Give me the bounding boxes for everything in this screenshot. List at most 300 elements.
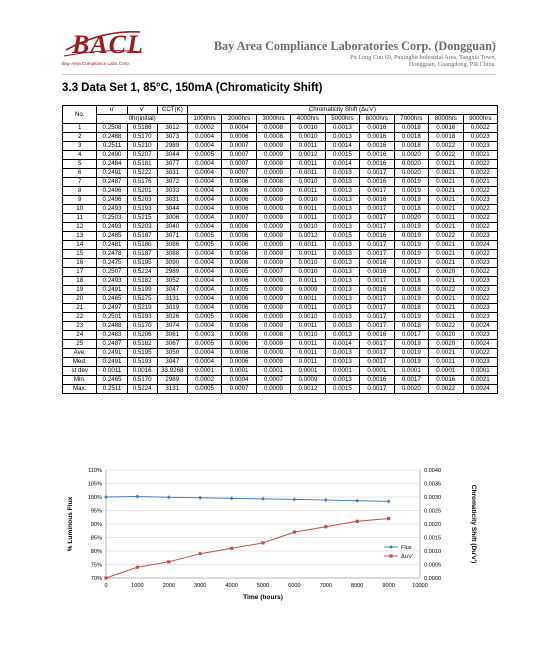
table-cell: 0.0008: [256, 133, 290, 142]
table-cell: 0.0001: [360, 367, 394, 376]
table-row: [63, 214, 498, 223]
table-cell: 0.2493: [97, 205, 127, 214]
table-cell: 3047: [157, 358, 187, 367]
table-cell: 0.0004: [187, 304, 221, 313]
table-row: [63, 268, 498, 277]
y-tick-label: 85%: [90, 535, 102, 542]
table-cell: 0.0013: [325, 331, 359, 340]
table-cell: 0.0017: [360, 313, 394, 322]
table-cell: 0.0022: [463, 205, 498, 214]
table-cell: 0.2488: [97, 322, 127, 331]
header-hour: 9000hrs: [463, 115, 498, 124]
table-cell: 0.0021: [429, 178, 463, 187]
table-cell: 0.0016: [360, 268, 394, 277]
table-cell: 0.0006: [222, 277, 256, 286]
table-cell: 0.0019: [394, 340, 428, 349]
bacl-logo: [62, 24, 144, 70]
table-cell: 0.0003: [187, 331, 221, 340]
table-cell: 0.5170: [127, 376, 157, 385]
table-cell: 0.0006: [222, 178, 256, 187]
row-label: Ave.: [63, 349, 97, 358]
table-cell: 0.0021: [429, 304, 463, 313]
table-cell: 0.5201: [127, 187, 157, 196]
table-cell: 0.0008: [256, 178, 290, 187]
table-cell: 0.0014: [325, 340, 359, 349]
table-cell: 0.0011: [97, 367, 127, 376]
table-cell: 0.0018: [394, 133, 428, 142]
table-cell: 0.2487: [97, 340, 127, 349]
table-cell: 0.0021: [429, 160, 463, 169]
table-cell: 0.0004: [187, 142, 221, 151]
header-hour: 8000hrs: [429, 115, 463, 124]
table-cell: 0.0001: [256, 367, 290, 376]
table-cell: 3131: [157, 295, 187, 304]
table-cell: 0.2485: [97, 232, 127, 241]
table-cell: 0.2491: [97, 358, 127, 367]
table-cell: 0.0010: [291, 259, 325, 268]
table-cell: 0.0011: [291, 187, 325, 196]
table-cell: 0.2497: [97, 304, 127, 313]
table-cell: 0.0011: [291, 160, 325, 169]
table-row: [63, 331, 498, 340]
table-cell: 0.0013: [325, 304, 359, 313]
table-cell: 0.0023: [463, 196, 498, 205]
table-cell: 0.0011: [291, 241, 325, 250]
table-row: [63, 205, 498, 214]
table-cell: 0.0009: [256, 385, 290, 394]
table-cell: 0.0018: [394, 286, 428, 295]
y-tick-label: 110%: [88, 468, 102, 474]
table-cell: 0.0021: [463, 151, 498, 160]
table-cell: 0.0024: [463, 322, 498, 331]
row-label: Med.: [63, 358, 97, 367]
y-tick-label: 95%: [90, 508, 102, 515]
table-cell: 0.5219: [127, 304, 157, 313]
table-cell: 0.0011: [291, 322, 325, 331]
y2-tick-label: 0.0005: [424, 562, 442, 569]
table-cell: 0.0013: [325, 187, 359, 196]
table-cell: 0.2491: [97, 286, 127, 295]
table-cell: 0.0009: [256, 142, 290, 151]
table-cell: 0.0015: [325, 385, 359, 394]
table-cell: 0.0022: [429, 286, 463, 295]
table-cell: 0.0011: [291, 250, 325, 259]
page-header: [0, 0, 556, 80]
table-cell: 0.0004: [187, 250, 221, 259]
table-cell: 0.0009: [256, 205, 290, 214]
table-cell: 0.0013: [325, 250, 359, 259]
table-cell: 0.2503: [97, 214, 127, 223]
table-cell: 0.0005: [187, 232, 221, 241]
table-cell: 0.0004: [187, 133, 221, 142]
table-cell: 0.0006: [222, 250, 256, 259]
table-cell: 0.2493: [97, 223, 127, 232]
y-tick-label: 80%: [90, 549, 102, 555]
row-label: 23: [63, 322, 97, 331]
shift-point: [261, 541, 264, 544]
header-hour: 1000hrs: [187, 115, 221, 124]
x-tick-label: 1000: [131, 583, 144, 589]
table-cell: 0.0006: [222, 205, 256, 214]
shift-point: [104, 576, 107, 579]
shift-point: [230, 547, 233, 550]
table-cell: 0.0001: [325, 367, 359, 376]
table-cell: 0.5199: [127, 286, 157, 295]
table-cell: 0.0017: [394, 268, 428, 277]
table-cell: 0.0022: [463, 268, 498, 277]
y2-tick-label: 0.0030: [424, 495, 442, 501]
table-cell: 0.0016: [360, 376, 394, 385]
table-cell: 0.0021: [429, 205, 463, 214]
table-cell: 0.0021: [429, 259, 463, 268]
table-cell: 0.0009: [291, 376, 325, 385]
row-label: 3: [63, 142, 97, 151]
table-cell: 0.0016: [360, 331, 394, 340]
row-label: 1: [63, 124, 97, 133]
table-row: [63, 277, 498, 286]
table-cell: 0.0009: [256, 358, 290, 367]
table-cell: 0.0022: [463, 187, 498, 196]
shift-point: [293, 531, 296, 534]
table-cell: 0.5203: [127, 223, 157, 232]
table-cell: 0.0017: [360, 385, 394, 394]
row-label: 9: [63, 196, 97, 205]
table-cell: 0.0009: [256, 340, 290, 349]
table-cell: 3006: [157, 214, 187, 223]
table-cell: 0.5193: [127, 205, 157, 214]
table-cell: 0.0013: [325, 133, 359, 142]
table-cell: 3086: [157, 241, 187, 250]
table-cell: 0.0004: [222, 376, 256, 385]
table-cell: 0.0013: [325, 277, 359, 286]
flux-point: [135, 494, 139, 498]
table-cell: 0.0021: [429, 313, 463, 322]
table-cell: 0.0017: [360, 241, 394, 250]
table-row: [63, 385, 498, 394]
table-cell: 3044: [157, 205, 187, 214]
table-cell: 0.0023: [463, 286, 498, 295]
table-cell: 0.0006: [222, 259, 256, 268]
table-cell: 0.5193: [127, 358, 157, 367]
table-cell: 0.0017: [360, 295, 394, 304]
logo-text: BACL: [72, 30, 144, 59]
table-cell: 0.0007: [256, 268, 290, 277]
table-cell: 0.5210: [127, 142, 157, 151]
y2-axis-label: Chromaticity Shift (Du'v'): [470, 484, 477, 564]
table-cell: 0.0004: [187, 358, 221, 367]
table-cell: 0.5215: [127, 214, 157, 223]
table-cell: 0.0009: [256, 169, 290, 178]
table-cell: 0.5224: [127, 385, 157, 394]
table-cell: 0.0004: [187, 196, 221, 205]
table-cell: 0.0011: [291, 304, 325, 313]
table-cell: 3072: [157, 178, 187, 187]
table-cell: 0.2493: [97, 277, 127, 286]
table-cell: 0.0023: [463, 232, 498, 241]
table-cell: 0.0006: [222, 313, 256, 322]
table-cell: 3052: [157, 277, 187, 286]
table-cell: 0.0004: [187, 187, 221, 196]
table-cell: 0.0020: [429, 340, 463, 349]
table-row: [63, 169, 498, 178]
table-cell: 0.0022: [429, 151, 463, 160]
table-cell: 0.0010: [291, 133, 325, 142]
table-cell: 0.0007: [222, 214, 256, 223]
table-cell: 0.2508: [97, 124, 127, 133]
table-cell: 0.0017: [360, 322, 394, 331]
table-cell: 0.0021: [463, 376, 498, 385]
y2-tick-label: 0.0025: [424, 508, 442, 515]
logo-tagline: Bay Area Compliance Labs Corp.: [62, 61, 130, 66]
table-row: [63, 322, 498, 331]
table-cell: 0.0014: [325, 142, 359, 151]
flux-point: [104, 495, 108, 499]
x-tick-label: 5000: [256, 583, 270, 589]
row-label: 8: [63, 187, 97, 196]
table-cell: 0.0004: [187, 160, 221, 169]
table-cell: 0.5182: [127, 277, 157, 286]
row-label: Max.: [63, 385, 97, 394]
table-cell: 0.0016: [360, 151, 394, 160]
table-row: [63, 196, 498, 205]
table-cell: 0.0010: [291, 331, 325, 340]
table-cell: 0.0021: [463, 178, 498, 187]
table-cell: 0.0015: [325, 232, 359, 241]
table-cell: 0.0021: [429, 223, 463, 232]
table-cell: 0.2496: [97, 196, 127, 205]
table-cell: 0.0024: [463, 385, 498, 394]
table-cell: 0.2488: [97, 133, 127, 142]
table-cell: 0.0004: [187, 277, 221, 286]
table-cell: 0.0013: [325, 178, 359, 187]
table-row: [63, 376, 498, 385]
table-cell: 0.0016: [360, 286, 394, 295]
table-cell: 0.0016: [360, 232, 394, 241]
table-cell: 2989: [157, 142, 187, 151]
table-cell: 0.0022: [463, 160, 498, 169]
table-cell: 0.0020: [429, 331, 463, 340]
row-label: 24: [63, 331, 97, 340]
table-cell: 0.0016: [360, 196, 394, 205]
table-cell: 0.0004: [187, 205, 221, 214]
table-cell: 0.0006: [222, 295, 256, 304]
table-cell: 0.0004: [187, 268, 221, 277]
table-cell: 0.0010: [291, 196, 325, 205]
table-cell: 0.5187: [127, 250, 157, 259]
table-row: [63, 340, 498, 349]
table-cell: 0.0019: [394, 241, 428, 250]
table-cell: 3026: [157, 313, 187, 322]
table-cell: 0.0004: [222, 124, 256, 133]
table-row: [63, 313, 498, 322]
table-cell: 3040: [157, 223, 187, 232]
table-cell: 0.0023: [463, 277, 498, 286]
table-cell: 0.0019: [394, 313, 428, 322]
table-cell: 0.0006: [222, 133, 256, 142]
table-cell: 3031: [157, 196, 187, 205]
table-cell: 0.0009: [256, 322, 290, 331]
table-cell: 0.0016: [360, 133, 394, 142]
table-row: [63, 304, 498, 313]
table-cell: 0.0017: [360, 187, 394, 196]
table-cell: 0.2487: [97, 178, 127, 187]
y-axis-label: % Luminous Flux: [67, 496, 74, 552]
table-cell: 0.0016: [429, 376, 463, 385]
table-cell: 0.0020: [394, 151, 428, 160]
table-cell: 0.0012: [291, 232, 325, 241]
table-cell: 0.0022: [429, 232, 463, 241]
table-cell: 0.0009: [256, 304, 290, 313]
section-title: 3.3 Data Set 1, 85°C, 150mA (Chromaticity Shift): [62, 82, 323, 94]
row-label: 18: [63, 277, 97, 286]
table-cell: 0.0014: [325, 160, 359, 169]
table-cell: 0.5224: [127, 268, 157, 277]
shift-point: [324, 525, 327, 528]
row-label: 6: [63, 169, 97, 178]
table-cell: 0.0016: [360, 178, 394, 187]
table-cell: 0.0009: [256, 259, 290, 268]
table-cell: 3074: [157, 322, 187, 331]
row-label: 10: [63, 205, 97, 214]
table-cell: 0.2483: [97, 331, 127, 340]
table-cell: 0.0004: [187, 295, 221, 304]
chromaticity-table: [62, 105, 498, 394]
table-cell: 0.0009: [256, 160, 290, 169]
table-cell: 0.0022: [463, 169, 498, 178]
table-cell: 0.0006: [222, 187, 256, 196]
row-label: 21: [63, 304, 97, 313]
table-cell: 0.0019: [394, 178, 428, 187]
table-cell: 0.0013: [325, 214, 359, 223]
flux-point: [387, 499, 391, 503]
table-header-row-2: [63, 115, 498, 124]
shift-point: [136, 566, 139, 569]
table-cell: 0.0006: [222, 349, 256, 358]
table-cell: 0.0009: [256, 214, 290, 223]
table-row: [63, 259, 498, 268]
table-cell: 0.2511: [97, 142, 127, 151]
table-cell: 0.0016: [360, 160, 394, 169]
table-cell: 0.0021: [429, 169, 463, 178]
row-label: 13: [63, 232, 97, 241]
table-cell: 0.0008: [256, 124, 290, 133]
company-block: [214, 39, 496, 68]
table-cell: 0.0013: [325, 223, 359, 232]
table-row: [63, 286, 498, 295]
table-cell: 0.2481: [97, 241, 127, 250]
table-cell: 0.5206: [127, 331, 157, 340]
table-cell: 0.0020: [394, 214, 428, 223]
table-cell: 0.0017: [360, 223, 394, 232]
table-row: [63, 133, 498, 142]
table-cell: 0.0004: [187, 259, 221, 268]
table-cell: 0.0023: [463, 331, 498, 340]
table-cell: 3071: [157, 232, 187, 241]
table-cell: 0.0013: [325, 295, 359, 304]
table-cell: 0.0023: [463, 133, 498, 142]
table-cell: 0.5186: [127, 124, 157, 133]
flux-point: [324, 498, 328, 502]
header-initial: 0hr(initial): [97, 115, 187, 124]
table-cell: 0.0009: [256, 223, 290, 232]
table-cell: 0.0009: [256, 196, 290, 205]
shift-point: [356, 520, 359, 523]
table-cell: 0.0012: [291, 151, 325, 160]
table-cell: 0.0011: [291, 169, 325, 178]
header-hour: 6000hrs: [360, 115, 394, 124]
table-cell: 0.0017: [360, 205, 394, 214]
table-cell: 0.2465: [97, 295, 127, 304]
table-cell: 0.5195: [127, 259, 157, 268]
table-cell: 0.0011: [291, 349, 325, 358]
table-cell: 0.0020: [394, 169, 428, 178]
table-cell: 0.0017: [394, 376, 428, 385]
table-cell: 0.0020: [394, 160, 428, 169]
legend-marker: [389, 554, 392, 557]
table-row: [63, 124, 498, 133]
table-cell: 0.0023: [463, 259, 498, 268]
table-cell: 0.2475: [97, 259, 127, 268]
table-cell: 0.0019: [394, 196, 428, 205]
row-label: 7: [63, 178, 97, 187]
row-label: Min.: [63, 376, 97, 385]
table-cell: 0.5176: [127, 178, 157, 187]
table-cell: 0.0021: [429, 187, 463, 196]
row-label: 11: [63, 214, 97, 223]
table-cell: 3088: [157, 250, 187, 259]
table-cell: 0.0009: [291, 286, 325, 295]
table-cell: 0.0013: [325, 205, 359, 214]
table-cell: 0.2491: [97, 349, 127, 358]
header-shift-group: Chromaticity Shift (Δu'v'): [187, 106, 497, 115]
company-address-line1: Pu Long Cun 69, Puxinghu Industrial Area, Tangxia Town,: [350, 54, 496, 61]
table-row: [63, 250, 498, 259]
table-row: [63, 223, 498, 232]
table-cell: 0.0022: [463, 250, 498, 259]
table-cell: 0.0013: [325, 322, 359, 331]
table-cell: 0.0013: [325, 196, 359, 205]
table-cell: 0.0018: [394, 277, 428, 286]
flux-shift-chart: [62, 462, 482, 602]
legend-label: Flux: [401, 545, 412, 551]
table-cell: 0.0009: [256, 286, 290, 295]
table-cell: 0.0002: [187, 376, 221, 385]
table-cell: 0.0001: [394, 367, 428, 376]
header-divider: [62, 74, 496, 75]
table-cell: 0.0013: [325, 286, 359, 295]
table-cell: 0.0004: [187, 223, 221, 232]
header-hour: 4000hrs: [291, 115, 325, 124]
table-cell: 3073: [157, 133, 187, 142]
row-label: st dev: [63, 367, 97, 376]
table-cell: 0.0021: [429, 196, 463, 205]
y-tick-label: 75%: [90, 562, 102, 569]
table-cell: 0.0016: [360, 259, 394, 268]
row-label: 12: [63, 223, 97, 232]
table-cell: 3090: [157, 259, 187, 268]
table-cell: 0.0022: [429, 142, 463, 151]
table-cell: 0.0001: [463, 367, 498, 376]
table-cell: 0.0013: [325, 241, 359, 250]
shift-point: [167, 560, 170, 563]
table-cell: 0.5207: [127, 151, 157, 160]
x-tick-label: 9000: [382, 583, 395, 589]
x-axis-label: Time (hours): [243, 594, 283, 601]
table-cell: 0.0022: [463, 349, 498, 358]
table-cell: 0.0021: [429, 277, 463, 286]
table-cell: 0.0020: [429, 268, 463, 277]
table-cell: 0.2491: [97, 169, 127, 178]
